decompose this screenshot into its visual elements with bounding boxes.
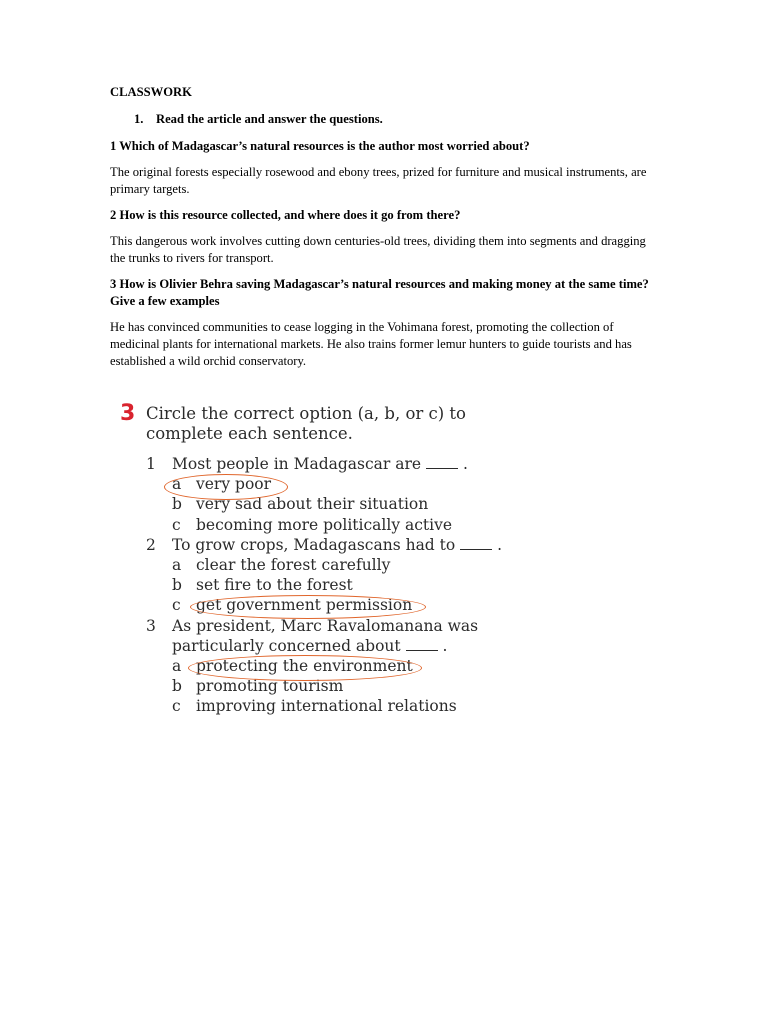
question-block-2	[110, 207, 655, 267]
question-block-3	[110, 276, 655, 370]
option-letter: c	[172, 697, 181, 716]
option-letter: a	[172, 475, 182, 494]
option-2b	[146, 575, 536, 595]
exercise-item-1-stem	[146, 454, 536, 474]
question-1: 1 Which of Madagascar’s natural resources is the author most worried about?	[110, 139, 530, 153]
option-text: promoting tourism	[196, 677, 344, 696]
option-letter: b	[172, 677, 182, 696]
option-letter: c	[172, 515, 181, 534]
option-text: set fire to the forest	[196, 576, 353, 595]
item-number: 3	[146, 616, 156, 635]
exercise-title: Circle the correct option (a, b, or c) to complete each sentence.	[146, 404, 466, 443]
exercise-item-3-stem	[146, 616, 536, 636]
option-3b	[146, 676, 536, 696]
option-3c	[146, 696, 536, 716]
option-text: very sad about their situation	[196, 495, 429, 514]
exercise-header	[120, 402, 536, 444]
option-text: improving international relations	[196, 697, 457, 716]
answer-3: He has convinced communities to cease logging in the Vohimana forest, promoting the collection of medicinal plants for international markets. He also trains former lemur hunters to guide tourists and has established a wild orchid conservatory.	[110, 320, 632, 368]
item-stem-end: .	[462, 455, 468, 473]
question-3: 3 How is Olivier Behra saving Madagascar’s natural resources and making money at the same time? Give a few examples	[110, 277, 649, 308]
item-stem-line2: particularly concerned about	[172, 636, 401, 655]
option-text: becoming more politically active	[196, 515, 453, 534]
option-text: protecting the environment	[196, 657, 413, 676]
item-stem: Most people in Madagascar are	[172, 455, 422, 473]
option-1a	[146, 474, 536, 494]
option-3a	[146, 656, 536, 676]
option-1c	[146, 515, 536, 535]
option-text: clear the forest carefully	[196, 556, 391, 575]
instruction-number: 1.	[134, 112, 144, 126]
option-letter: b	[172, 576, 182, 595]
item-stem: To grow crops, Madagascans had to	[172, 535, 456, 554]
option-text: get government permission	[196, 596, 413, 615]
option-letter: b	[172, 495, 182, 514]
item-stem-end: .	[442, 636, 448, 655]
answer-blank	[460, 537, 492, 550]
option-letter: a	[172, 657, 182, 676]
page-heading: CLASSWORK	[110, 85, 192, 99]
option-letter: c	[172, 596, 181, 615]
exercise-number: 3	[120, 401, 136, 426]
classwork-document	[110, 84, 655, 379]
answer-2: This dangerous work involves cutting down centuries-old trees, dividing them into segments and dragging the trunks to rivers for transport.	[110, 234, 646, 265]
option-text: very poor	[196, 475, 272, 494]
question-block-1	[110, 138, 655, 198]
answer-1: The original forests especially rosewood and ebony trees, prized for furniture and musical instruments, are primary targets.	[110, 165, 647, 196]
exercise-list	[146, 454, 536, 717]
answer-blank	[426, 456, 458, 469]
instruction-text: Read the article and answer the questions.	[156, 112, 383, 126]
option-letter: a	[172, 556, 182, 575]
exercise-item-2-stem	[146, 535, 536, 555]
textbook-exercise-image	[120, 402, 540, 720]
exercise-item-3-stem-line2	[146, 636, 536, 656]
item-stem: As president, Marc Ravalomanana was	[172, 616, 479, 635]
option-1b	[146, 494, 536, 514]
question-2: 2 How is this resource collected, and where does it go from there?	[110, 208, 461, 222]
item-stem-end: .	[497, 535, 503, 554]
option-2a	[146, 555, 536, 575]
instruction	[110, 111, 655, 128]
answer-blank	[406, 638, 438, 651]
item-number: 2	[146, 535, 156, 554]
item-number: 1	[146, 455, 156, 473]
option-2c	[146, 595, 536, 615]
